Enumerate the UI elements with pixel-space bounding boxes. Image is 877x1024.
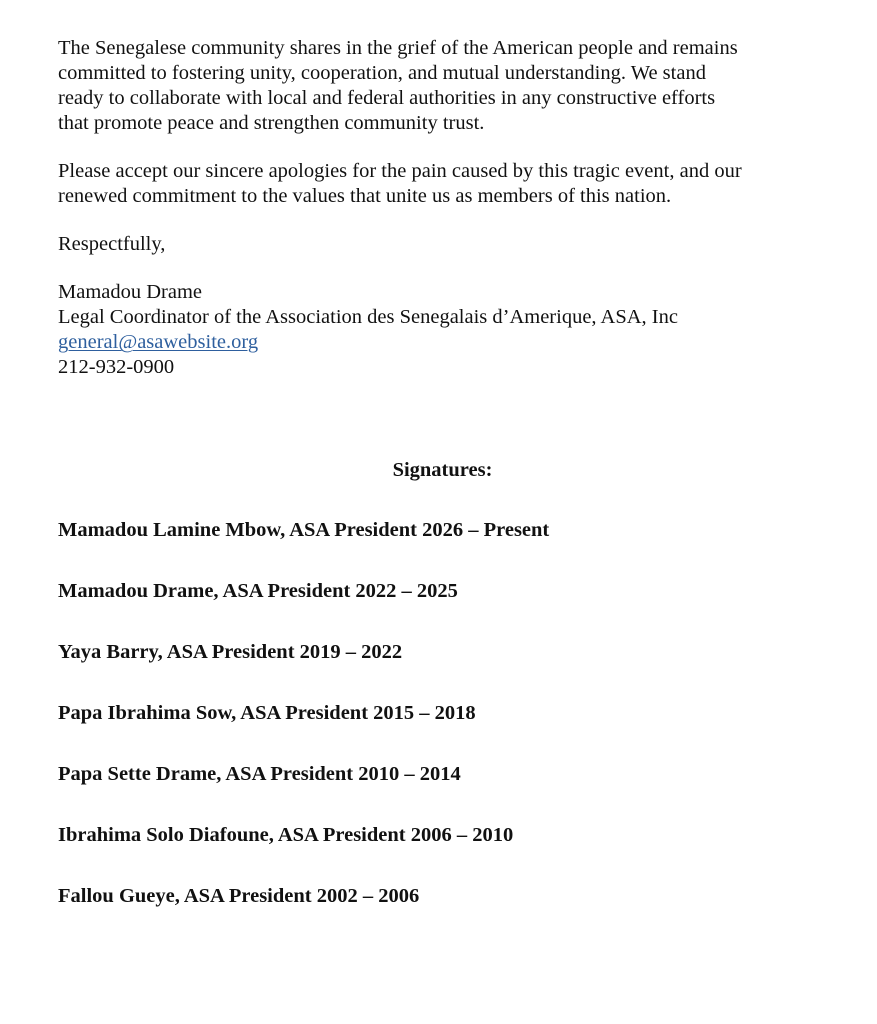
signature-entry: Mamadou Drame, ASA President 2022 – 2025 (58, 580, 458, 602)
signature-entry: Fallou Gueye, ASA President 2002 – 2006 (58, 885, 420, 907)
signature-entry: Mamadou Lamine Mbow, ASA President 2026 – Present (58, 519, 550, 541)
letter-body (58, 36, 838, 380)
signatures-heading (0, 458, 877, 483)
text-line: committed to fostering unity, cooperation, and mutual understanding. We stand (58, 62, 706, 84)
signature-entry: Papa Ibrahima Sow, ASA President 2015 – 2018 (58, 702, 476, 724)
signer-phone: 212-932-0900 (58, 356, 175, 378)
signature-entry: Yaya Barry, ASA President 2019 – 2022 (58, 641, 403, 663)
paragraph-apology (58, 159, 838, 209)
signatures-heading-text: Signatures: (392, 459, 493, 481)
signer-email-link[interactable]: general@asawebsite.org (58, 331, 259, 353)
signer-title: Legal Coordinator of the Association des Senegalais d’Amerique, ASA, Inc (58, 306, 678, 328)
text-line: Please accept our sincere apologies for the pain caused by this tragic event, and our (58, 160, 742, 182)
signatures-list (58, 518, 549, 945)
text-line: The Senegalese community shares in the grief of the American people and remains (58, 37, 738, 59)
signer-block (58, 280, 838, 380)
text-line: ready to collaborate with local and federal authorities in any constructive efforts (58, 87, 716, 109)
text-line: that promote peace and strengthen community trust. (58, 112, 485, 134)
text-line: renewed commitment to the values that unite us as members of this nation. (58, 185, 672, 207)
signer-name: Mamadou Drame (58, 281, 203, 303)
signature-entry: Ibrahima Solo Diafoune, ASA President 2006 – 2010 (58, 824, 514, 846)
paragraph-community-grief (58, 36, 838, 136)
signature-entry: Papa Sette Drame, ASA President 2010 – 2014 (58, 763, 461, 785)
closing-salutation: Respectfully, (58, 233, 166, 255)
